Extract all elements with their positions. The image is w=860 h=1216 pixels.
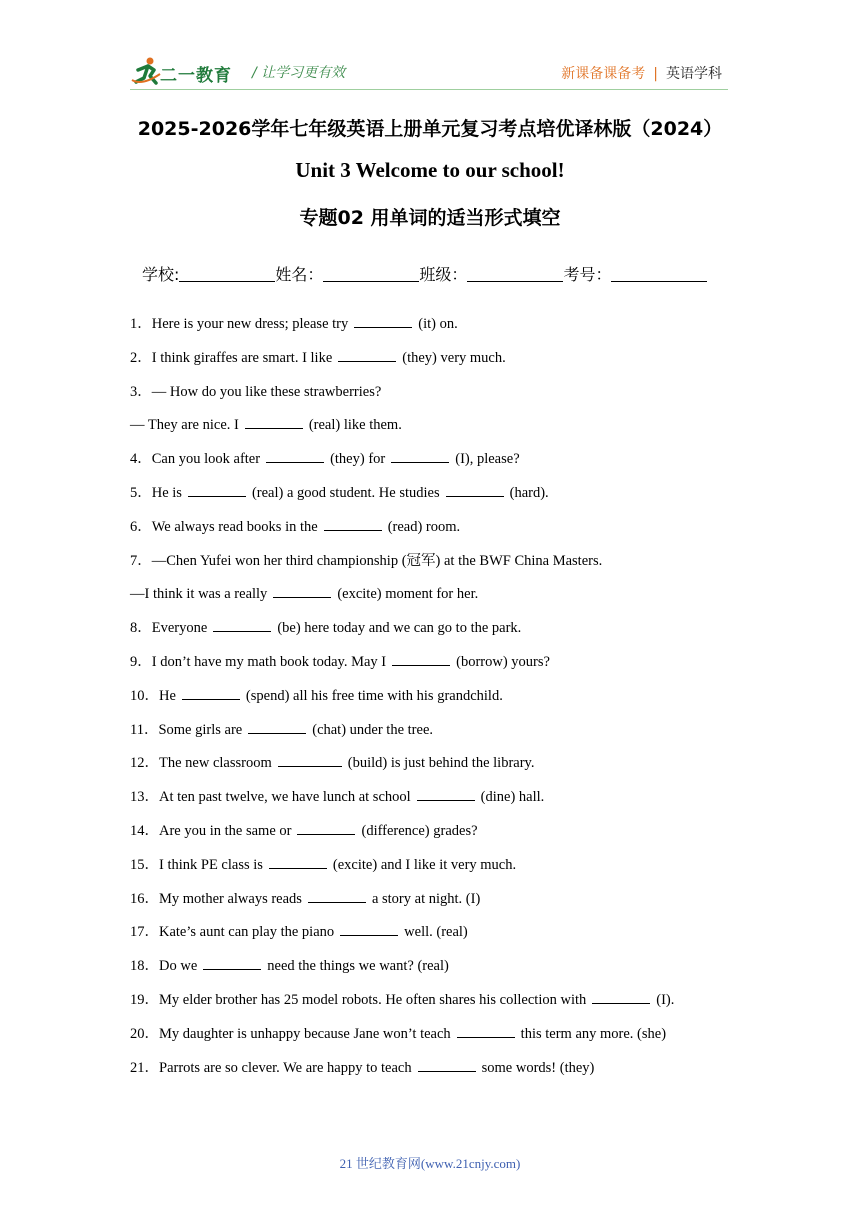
answer-blank[interactable]	[446, 482, 504, 497]
question-text: 16．My mother always reads	[130, 890, 302, 907]
question-text: some words! (they)	[481, 1059, 595, 1076]
question-item	[130, 515, 770, 549]
header-divider	[130, 89, 728, 90]
answer-blank[interactable]	[278, 752, 342, 767]
question-text: 11．Some girls are	[130, 721, 243, 738]
question-text: (real) a good student. He studies	[251, 484, 440, 501]
question-text: (difference) grades?	[361, 822, 478, 839]
logo	[130, 56, 240, 88]
question-text: 6．We always read books in the	[130, 518, 318, 535]
runner-logo-icon	[130, 56, 164, 86]
answer-blank[interactable]	[392, 651, 450, 666]
question-item	[130, 819, 770, 853]
answer-blank[interactable]	[213, 617, 271, 632]
question-text: 17．Kate’s aunt can play the piano	[130, 924, 335, 941]
question-text: (build) is just behind the library.	[347, 755, 535, 772]
question-item	[130, 312, 770, 346]
slogan: / 让学习更有效	[252, 65, 346, 81]
question-item	[130, 1056, 770, 1090]
topic-title: 专题02 用单词的适当形式填空	[299, 207, 561, 229]
header-subject: 英语学科	[666, 66, 722, 82]
question-text: 10．He	[130, 687, 176, 704]
answer-blank[interactable]	[269, 854, 327, 869]
question-item	[130, 413, 770, 447]
answer-blank[interactable]	[308, 888, 366, 903]
school-field[interactable]	[179, 265, 275, 282]
footer-source: 21 世纪教育网(www.21cnjy.com)	[339, 1156, 521, 1171]
question-item	[130, 549, 770, 583]
question-text: 5．He is	[130, 484, 182, 501]
question-item	[130, 988, 770, 1022]
question-text: (I).	[656, 991, 675, 1008]
question-text: a story at night. (I)	[371, 890, 481, 907]
question-text: (borrow) yours?	[456, 653, 550, 670]
unit-title: Unit 3 Welcome to our school!	[295, 158, 565, 182]
question-text: 1．Here is your new dress; please try	[130, 316, 349, 332]
question-item	[130, 447, 770, 481]
question-item	[130, 920, 770, 954]
question-item	[130, 481, 770, 515]
question-item	[130, 616, 770, 650]
question-item	[130, 346, 770, 380]
question-text: (read) room.	[387, 518, 461, 535]
answer-blank[interactable]	[338, 347, 396, 362]
header-separator: |	[653, 66, 658, 82]
name-label: 姓名：	[275, 265, 324, 284]
question-text: (it) on.	[418, 316, 458, 332]
question-text: 3．— How do you like these strawberries?	[130, 383, 382, 400]
question-text: 2．I think giraffes are smart. I like	[130, 349, 333, 366]
question-text: 13．At ten past twelve, we have lunch at school	[130, 789, 411, 806]
answer-blank[interactable]	[592, 989, 650, 1004]
question-item	[130, 853, 770, 887]
answer-blank[interactable]	[324, 516, 382, 531]
question-text: 4．Can you look after	[130, 451, 261, 468]
question-text: 15．I think PE class is	[130, 856, 263, 873]
answer-blank[interactable]	[182, 685, 240, 700]
answer-blank[interactable]	[203, 955, 261, 970]
question-text: well. (real)	[404, 924, 468, 941]
question-text: (I), please?	[455, 451, 520, 468]
header-tag: 新课备课备考	[561, 66, 646, 82]
question-text: 20．My daughter is unhappy because Jane won’t teach	[130, 1025, 451, 1042]
answer-blank[interactable]	[188, 482, 246, 497]
question-text: (be) here today and we can go to the park.	[277, 620, 522, 637]
question-item	[130, 684, 770, 718]
question-item	[130, 718, 770, 752]
question-item	[130, 751, 770, 785]
question-text: (excite) moment for her.	[337, 586, 479, 603]
question-list	[130, 312, 770, 1089]
question-text: (chat) under the tree.	[312, 721, 433, 738]
question-text: (hard).	[509, 484, 549, 501]
answer-blank[interactable]	[248, 719, 306, 734]
answer-blank[interactable]	[391, 448, 449, 463]
question-item	[130, 650, 770, 684]
question-text: 7．—Chen Yufei won her third championship (冠军) at the BWF China Masters.	[130, 552, 603, 569]
answer-blank[interactable]	[417, 786, 475, 801]
question-text: 21．Parrots are so clever. We are happy to teach	[130, 1059, 412, 1076]
question-text: (they) for	[330, 451, 386, 468]
question-text: (real) like them.	[308, 417, 402, 434]
answer-blank[interactable]	[266, 448, 324, 463]
question-text: (dine) hall.	[480, 789, 545, 806]
name-field[interactable]	[323, 265, 419, 282]
question-text: (excite) and I like it very much.	[332, 856, 517, 873]
header-right	[561, 63, 722, 83]
answer-blank[interactable]	[418, 1057, 476, 1072]
question-item	[130, 785, 770, 819]
question-text: need the things we want? (real)	[267, 958, 449, 975]
question-text: 8．Everyone	[130, 620, 208, 637]
answer-blank[interactable]	[457, 1023, 515, 1038]
question-text: (spend) all his free time with his grandchild.	[245, 687, 503, 704]
answer-blank[interactable]	[340, 921, 398, 936]
answer-blank[interactable]	[297, 820, 355, 835]
class-label: 班级：	[419, 265, 468, 284]
question-item	[130, 887, 770, 921]
question-text: 14．Are you in the same or	[130, 822, 292, 839]
question-item	[130, 954, 770, 988]
question-text: this term any more. (she)	[520, 1025, 667, 1042]
document-title: 2025-2026学年七年级英语上册单元复习考点培优译林版（2024）	[137, 118, 723, 140]
logo-text: 二一教育	[160, 66, 232, 86]
question-item	[130, 582, 770, 616]
question-item	[130, 380, 770, 414]
question-text: 9．I don’t have my math book today. May I	[130, 653, 387, 670]
question-text: 19．My elder brother has 25 model robots. He often shares his collection with	[130, 991, 587, 1008]
question-text: —I think it was a really	[130, 586, 268, 603]
school-label: 学校:	[142, 265, 180, 284]
exam-number-field[interactable]	[611, 265, 707, 282]
question-text: 18．Do we	[130, 958, 198, 975]
question-text: (they) very much.	[402, 349, 506, 366]
answer-blank[interactable]	[245, 414, 303, 429]
class-field[interactable]	[467, 265, 563, 282]
student-info-row	[142, 262, 707, 285]
exam-number-label: 考号：	[563, 265, 612, 284]
question-text: — They are nice. I	[130, 417, 239, 434]
page-header	[130, 56, 730, 90]
question-item	[130, 1022, 770, 1056]
question-text: 12．The new classroom	[130, 755, 272, 772]
answer-blank[interactable]	[273, 583, 331, 598]
answer-blank[interactable]	[354, 313, 412, 328]
